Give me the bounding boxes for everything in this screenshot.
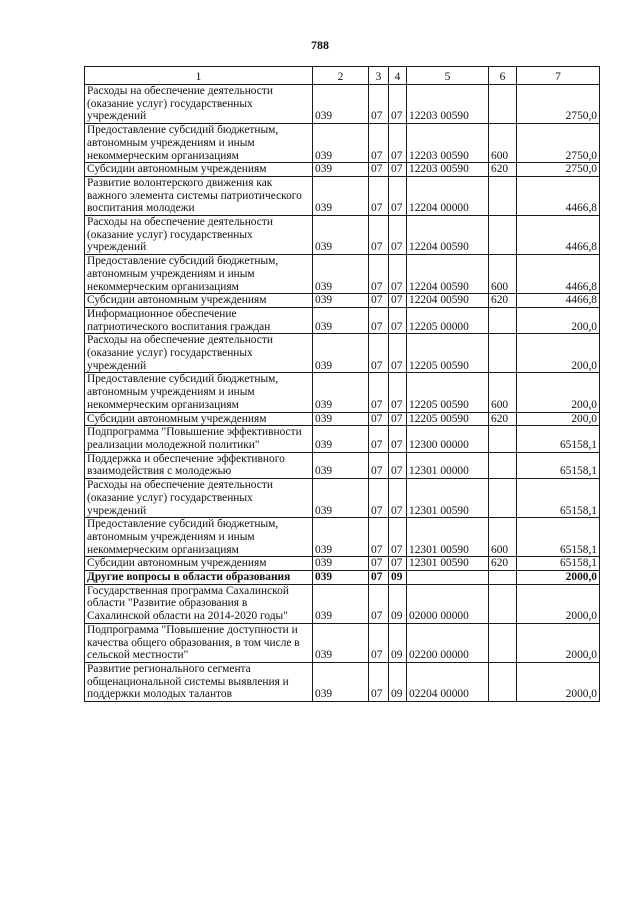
row-code: 039 <box>313 85 369 124</box>
row-code: 039 <box>313 307 369 333</box>
row-code: 039 <box>313 571 369 585</box>
row-expense-type <box>489 334 517 373</box>
row-section: 07 <box>369 163 389 177</box>
row-expense-type <box>489 623 517 662</box>
row-section: 07 <box>369 124 389 163</box>
table-row <box>85 255 600 294</box>
row-code: 039 <box>313 255 369 294</box>
column-header: 1 <box>85 67 313 85</box>
row-amount: 4466,8 <box>517 216 600 255</box>
row-subsection: 07 <box>389 294 407 308</box>
column-header: 6 <box>489 67 517 85</box>
row-name: Подпрограмма "Повышение доступности и качества общего образования, в том числе в сельской местности" <box>85 623 313 662</box>
row-subsection: 07 <box>389 255 407 294</box>
row-section: 07 <box>369 216 389 255</box>
row-section: 07 <box>369 662 389 701</box>
page-number: 788 <box>311 38 329 52</box>
row-amount: 4466,8 <box>517 255 600 294</box>
row-subsection: 07 <box>389 163 407 177</box>
row-section: 07 <box>369 334 389 373</box>
row-expense-type <box>489 307 517 333</box>
row-expense-type <box>489 426 517 452</box>
row-target-code: 12203 00590 <box>407 85 489 124</box>
row-target-code: 12203 00590 <box>407 163 489 177</box>
table-row <box>85 294 600 308</box>
row-name: Развитие волонтерского движения как важного элемента системы патриотического воспитания молодежи <box>85 176 313 215</box>
row-amount: 2000,0 <box>517 623 600 662</box>
row-subsection: 07 <box>389 452 407 478</box>
row-section: 07 <box>369 294 389 308</box>
row-name: Субсидии автономным учреждениям <box>85 412 313 426</box>
row-expense-type <box>489 452 517 478</box>
row-subsection: 07 <box>389 85 407 124</box>
row-section: 07 <box>369 307 389 333</box>
row-code: 039 <box>313 452 369 478</box>
row-subsection: 09 <box>389 623 407 662</box>
row-name: Предоставление субсидий бюджетным, автономным учреждениям и иным некоммерческим организациям <box>85 255 313 294</box>
column-header: 7 <box>517 67 600 85</box>
row-code: 039 <box>313 334 369 373</box>
row-target-code: 12300 00000 <box>407 426 489 452</box>
row-name: Поддержка и обеспечение эффективного взаимодействия с молодежью <box>85 452 313 478</box>
table-row <box>85 662 600 701</box>
row-expense-type: 600 <box>489 124 517 163</box>
row-amount: 2000,0 <box>517 571 600 585</box>
row-amount: 2750,0 <box>517 163 600 177</box>
row-subsection: 07 <box>389 373 407 412</box>
row-code: 039 <box>313 216 369 255</box>
row-code: 039 <box>313 662 369 701</box>
table-row <box>85 571 600 585</box>
row-target-code <box>407 571 489 585</box>
row-target-code: 12301 00590 <box>407 479 489 518</box>
table-row <box>85 557 600 571</box>
row-section: 07 <box>369 557 389 571</box>
row-code: 039 <box>313 479 369 518</box>
row-code: 039 <box>313 584 369 623</box>
row-amount: 65158,1 <box>517 426 600 452</box>
row-amount: 2000,0 <box>517 662 600 701</box>
column-header: 2 <box>313 67 369 85</box>
row-name: Предоставление субсидий бюджетным, автономным учреждениям и иным некоммерческим организациям <box>85 373 313 412</box>
table-row <box>85 479 600 518</box>
table-row <box>85 216 600 255</box>
row-expense-type: 600 <box>489 373 517 412</box>
row-section: 07 <box>369 176 389 215</box>
column-header: 5 <box>407 67 489 85</box>
row-subsection: 07 <box>389 176 407 215</box>
row-code: 039 <box>313 373 369 412</box>
row-expense-type <box>489 176 517 215</box>
row-amount: 65158,1 <box>517 557 600 571</box>
row-section: 07 <box>369 571 389 585</box>
row-target-code: 12205 00590 <box>407 373 489 412</box>
row-name: Подпрограмма "Повышение эффективности реализации молодежной политики" <box>85 426 313 452</box>
row-name: Субсидии автономным учреждениям <box>85 163 313 177</box>
row-subsection: 07 <box>389 216 407 255</box>
row-expense-type <box>489 584 517 623</box>
row-expense-type: 600 <box>489 255 517 294</box>
row-subsection: 07 <box>389 426 407 452</box>
row-subsection: 07 <box>389 557 407 571</box>
row-expense-type <box>489 479 517 518</box>
row-target-code: 12205 00590 <box>407 334 489 373</box>
row-code: 039 <box>313 557 369 571</box>
table-row <box>85 163 600 177</box>
row-section: 07 <box>369 426 389 452</box>
row-amount: 65158,1 <box>517 452 600 478</box>
row-subsection: 07 <box>389 307 407 333</box>
row-target-code: 12204 00590 <box>407 255 489 294</box>
row-name: Субсидии автономным учреждениям <box>85 294 313 308</box>
row-subsection: 07 <box>389 479 407 518</box>
row-amount: 4466,8 <box>517 176 600 215</box>
row-name: Расходы на обеспечение деятельности (оказание услуг) государственных учреждений <box>85 85 313 124</box>
row-section: 07 <box>369 85 389 124</box>
row-expense-type <box>489 662 517 701</box>
row-target-code: 02000 00000 <box>407 584 489 623</box>
row-amount: 65158,1 <box>517 479 600 518</box>
row-code: 039 <box>313 518 369 557</box>
row-section: 07 <box>369 479 389 518</box>
row-amount: 200,0 <box>517 307 600 333</box>
row-code: 039 <box>313 176 369 215</box>
table-row <box>85 518 600 557</box>
row-amount: 2750,0 <box>517 124 600 163</box>
row-code: 039 <box>313 124 369 163</box>
row-target-code: 02200 00000 <box>407 623 489 662</box>
row-target-code: 12205 00000 <box>407 307 489 333</box>
table-row <box>85 85 600 124</box>
row-amount: 200,0 <box>517 334 600 373</box>
row-target-code: 12204 00590 <box>407 294 489 308</box>
row-name: Развитие регионального сегмента общенациональной системы выявления и поддержки молодых талантов <box>85 662 313 701</box>
row-amount: 65158,1 <box>517 518 600 557</box>
row-amount: 2750,0 <box>517 85 600 124</box>
row-subsection: 07 <box>389 518 407 557</box>
row-target-code: 12301 00590 <box>407 518 489 557</box>
table-row <box>85 307 600 333</box>
row-name: Предоставление субсидий бюджетным, автономным учреждениям и иным некоммерческим организациям <box>85 124 313 163</box>
row-section: 07 <box>369 373 389 412</box>
row-expense-type <box>489 571 517 585</box>
row-target-code: 12205 00590 <box>407 412 489 426</box>
row-subsection: 07 <box>389 412 407 426</box>
table-row <box>85 452 600 478</box>
column-header: 3 <box>369 67 389 85</box>
table-row <box>85 334 600 373</box>
row-subsection: 09 <box>389 584 407 623</box>
row-expense-type: 600 <box>489 518 517 557</box>
row-name: Субсидии автономным учреждениям <box>85 557 313 571</box>
row-amount: 2000,0 <box>517 584 600 623</box>
table-row <box>85 426 600 452</box>
row-amount: 200,0 <box>517 373 600 412</box>
column-header: 4 <box>389 67 407 85</box>
row-subsection: 09 <box>389 571 407 585</box>
row-section: 07 <box>369 452 389 478</box>
row-target-code: 12301 00000 <box>407 452 489 478</box>
row-section: 07 <box>369 584 389 623</box>
budget-table <box>84 66 600 702</box>
row-amount: 4466,8 <box>517 294 600 308</box>
row-code: 039 <box>313 294 369 308</box>
row-name: Расходы на обеспечение деятельности (оказание услуг) государственных учреждений <box>85 334 313 373</box>
row-subsection: 09 <box>389 662 407 701</box>
row-target-code: 12204 00590 <box>407 216 489 255</box>
row-code: 039 <box>313 163 369 177</box>
header-row <box>85 67 600 85</box>
row-target-code: 12204 00000 <box>407 176 489 215</box>
row-target-code: 12203 00590 <box>407 124 489 163</box>
row-name: Предоставление субсидий бюджетным, автономным учреждениям и иным некоммерческим организациям <box>85 518 313 557</box>
row-name: Расходы на обеспечение деятельности (оказание услуг) государственных учреждений <box>85 479 313 518</box>
row-code: 039 <box>313 426 369 452</box>
row-name: Другие вопросы в области образования <box>85 571 313 585</box>
row-section: 07 <box>369 255 389 294</box>
row-expense-type: 620 <box>489 294 517 308</box>
table-row <box>85 623 600 662</box>
row-name: Расходы на обеспечение деятельности (оказание услуг) государственных учреждений <box>85 216 313 255</box>
table-body <box>85 85 600 702</box>
table-row <box>85 124 600 163</box>
row-target-code: 02204 00000 <box>407 662 489 701</box>
row-code: 039 <box>313 412 369 426</box>
row-expense-type: 620 <box>489 163 517 177</box>
row-code: 039 <box>313 623 369 662</box>
row-section: 07 <box>369 412 389 426</box>
row-section: 07 <box>369 518 389 557</box>
row-subsection: 07 <box>389 124 407 163</box>
row-amount: 200,0 <box>517 412 600 426</box>
row-target-code: 12301 00590 <box>407 557 489 571</box>
row-expense-type <box>489 216 517 255</box>
row-section: 07 <box>369 623 389 662</box>
row-expense-type: 620 <box>489 412 517 426</box>
table-row <box>85 412 600 426</box>
row-expense-type <box>489 85 517 124</box>
table-row <box>85 176 600 215</box>
row-name: Государственная программа Сахалинской области "Развитие образования в Сахалинской области на 2014-2020 годы" <box>85 584 313 623</box>
row-subsection: 07 <box>389 334 407 373</box>
row-name: Информационное обеспечение патриотического воспитания граждан <box>85 307 313 333</box>
table-row <box>85 373 600 412</box>
table-row <box>85 584 600 623</box>
row-expense-type: 620 <box>489 557 517 571</box>
